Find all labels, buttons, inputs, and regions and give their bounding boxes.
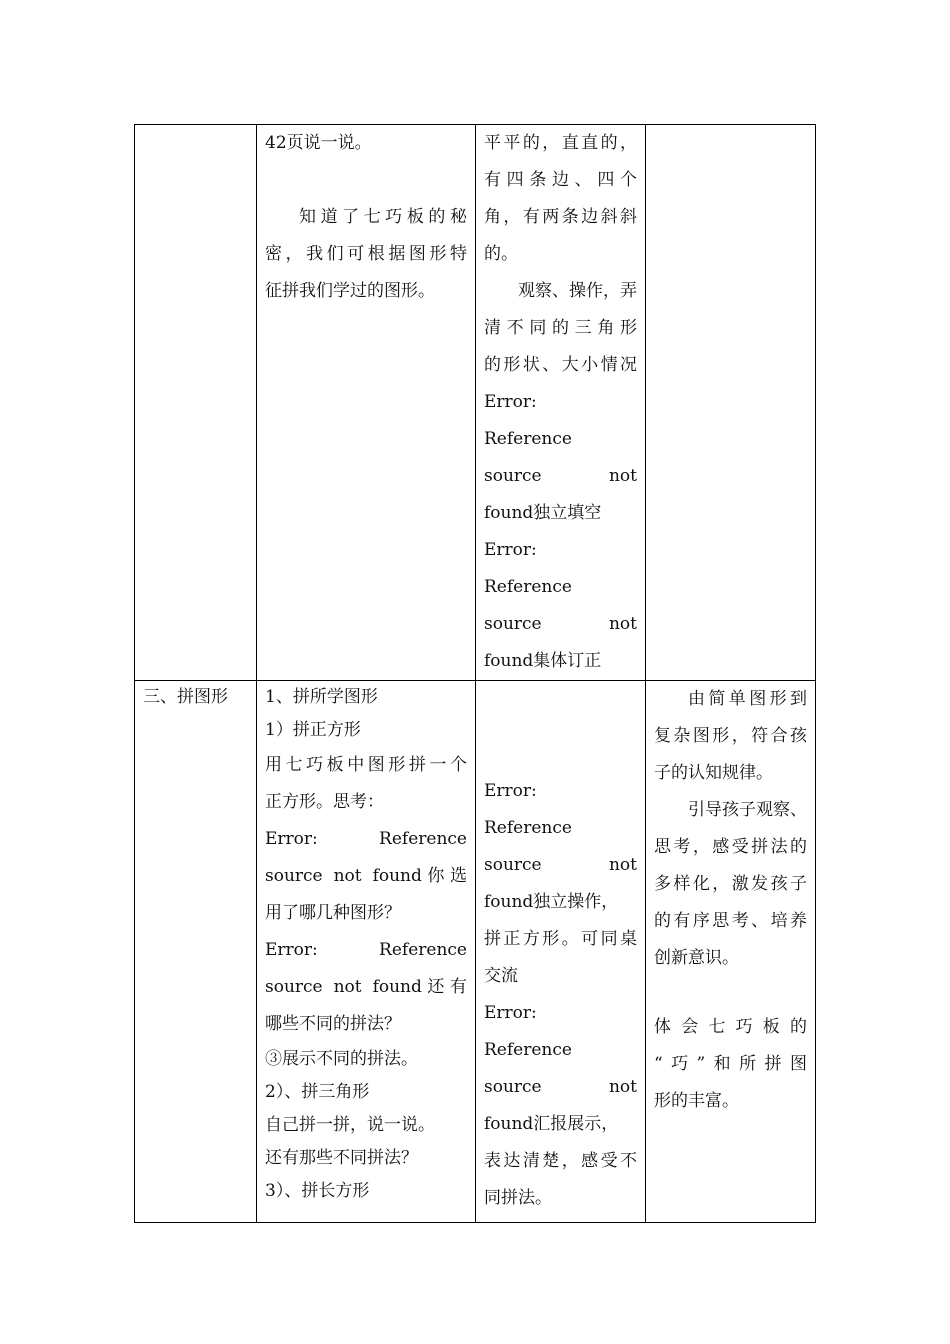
- student-activity-cell: [476, 125, 646, 681]
- text-line: 平平的，直直的，: [484, 133, 637, 153]
- text-line: 观察、操作，弄: [518, 281, 637, 301]
- text-line: 征拼我们学过的图形。: [265, 281, 435, 301]
- text-line: 的形状、大小情况: [484, 355, 637, 375]
- table-row: [135, 681, 816, 1223]
- text-line: 知道了七巧板的秘: [299, 207, 467, 227]
- text-line: 由简单图形到: [688, 689, 807, 709]
- teacher-activity-cell: [257, 125, 476, 681]
- text-line: 正方形。思考：: [265, 792, 384, 812]
- text-line: “巧”和所拼图: [654, 1054, 807, 1074]
- text-line: 1、拼所学图形: [265, 687, 378, 707]
- text-line: found独立填空: [484, 503, 602, 523]
- text-line: Error: Reference: [265, 829, 467, 849]
- text-line: Error:: [484, 781, 537, 801]
- text-line: 角，有两条边斜斜: [484, 207, 637, 227]
- student-activity-cell: [476, 681, 646, 1223]
- text-line: 自己拼一拼，说一说。: [265, 1115, 435, 1135]
- text-line: Reference: [484, 1040, 572, 1060]
- text-line: source not: [484, 614, 637, 634]
- text-line: 多样化，激发孩子: [654, 874, 807, 894]
- text-line: source not: [484, 1077, 637, 1097]
- text-line: Error: Reference: [265, 940, 467, 960]
- text-line: Reference: [484, 818, 572, 838]
- table-row: [135, 125, 816, 681]
- text-line: 拼正方形。可同桌: [484, 929, 637, 949]
- text-line: 有四条边、四个: [484, 170, 637, 190]
- stage-cell: [135, 681, 257, 1223]
- text-line: source not found还有: [265, 977, 467, 997]
- text-line: 用了哪几种图形？: [265, 903, 401, 923]
- text-line: 引导孩子观察、: [688, 800, 807, 820]
- text-line: 清不同的三角形: [484, 318, 637, 338]
- text-line: 3）、拼长方形: [265, 1181, 370, 1201]
- text-line: found汇报展示，: [484, 1114, 619, 1134]
- text-line: 1）拼正方形: [265, 720, 361, 740]
- text-line: ③展示不同的拼法。: [265, 1049, 418, 1069]
- text-line: 用七巧板中图形拼一个: [265, 755, 467, 775]
- text-line: 形的丰富。: [654, 1091, 739, 1111]
- text-line: 复杂图形，符合孩: [654, 726, 807, 746]
- text-line: 创新意识。: [654, 948, 739, 968]
- text-line: source not: [484, 466, 637, 486]
- text-line: 体会七巧板的: [654, 1017, 807, 1037]
- text-line: 哪些不同的拼法？: [265, 1014, 401, 1034]
- text-line: 还有那些不同拼法？: [265, 1148, 418, 1168]
- text-line: Error:: [484, 540, 537, 560]
- text-line: Error:: [484, 392, 537, 412]
- text-line: Error:: [484, 1003, 537, 1023]
- design-intent-cell: [646, 125, 816, 681]
- text-line: source not found你选: [265, 866, 467, 886]
- stage-cell: [135, 125, 257, 681]
- design-intent-cell: [646, 681, 816, 1223]
- text-line: 2）、拼三角形: [265, 1082, 370, 1102]
- teacher-activity-cell: [257, 681, 476, 1223]
- stage-title: 三、拼图形: [143, 687, 228, 707]
- text-line: 同拼法。: [484, 1188, 552, 1208]
- text-line: 交流: [484, 966, 518, 986]
- text-line: 子的认知规律。: [654, 763, 773, 783]
- text-line: found集体订正: [484, 651, 602, 671]
- text-line: 的。: [484, 244, 518, 264]
- text-line: 密，我们可根据图形特: [265, 244, 467, 264]
- text-line: found独立操作，: [484, 892, 619, 912]
- text-line: Reference: [484, 429, 572, 449]
- text-line: 思考，感受拼法的: [654, 837, 807, 857]
- text-line: Reference: [484, 577, 572, 597]
- text-line: 42页说一说。: [265, 133, 372, 153]
- text-line: 表达清楚，感受不: [484, 1151, 637, 1171]
- lesson-plan-table: [134, 124, 816, 1223]
- text-line: source not: [484, 855, 637, 875]
- text-line: 的有序思考、培养: [654, 911, 807, 931]
